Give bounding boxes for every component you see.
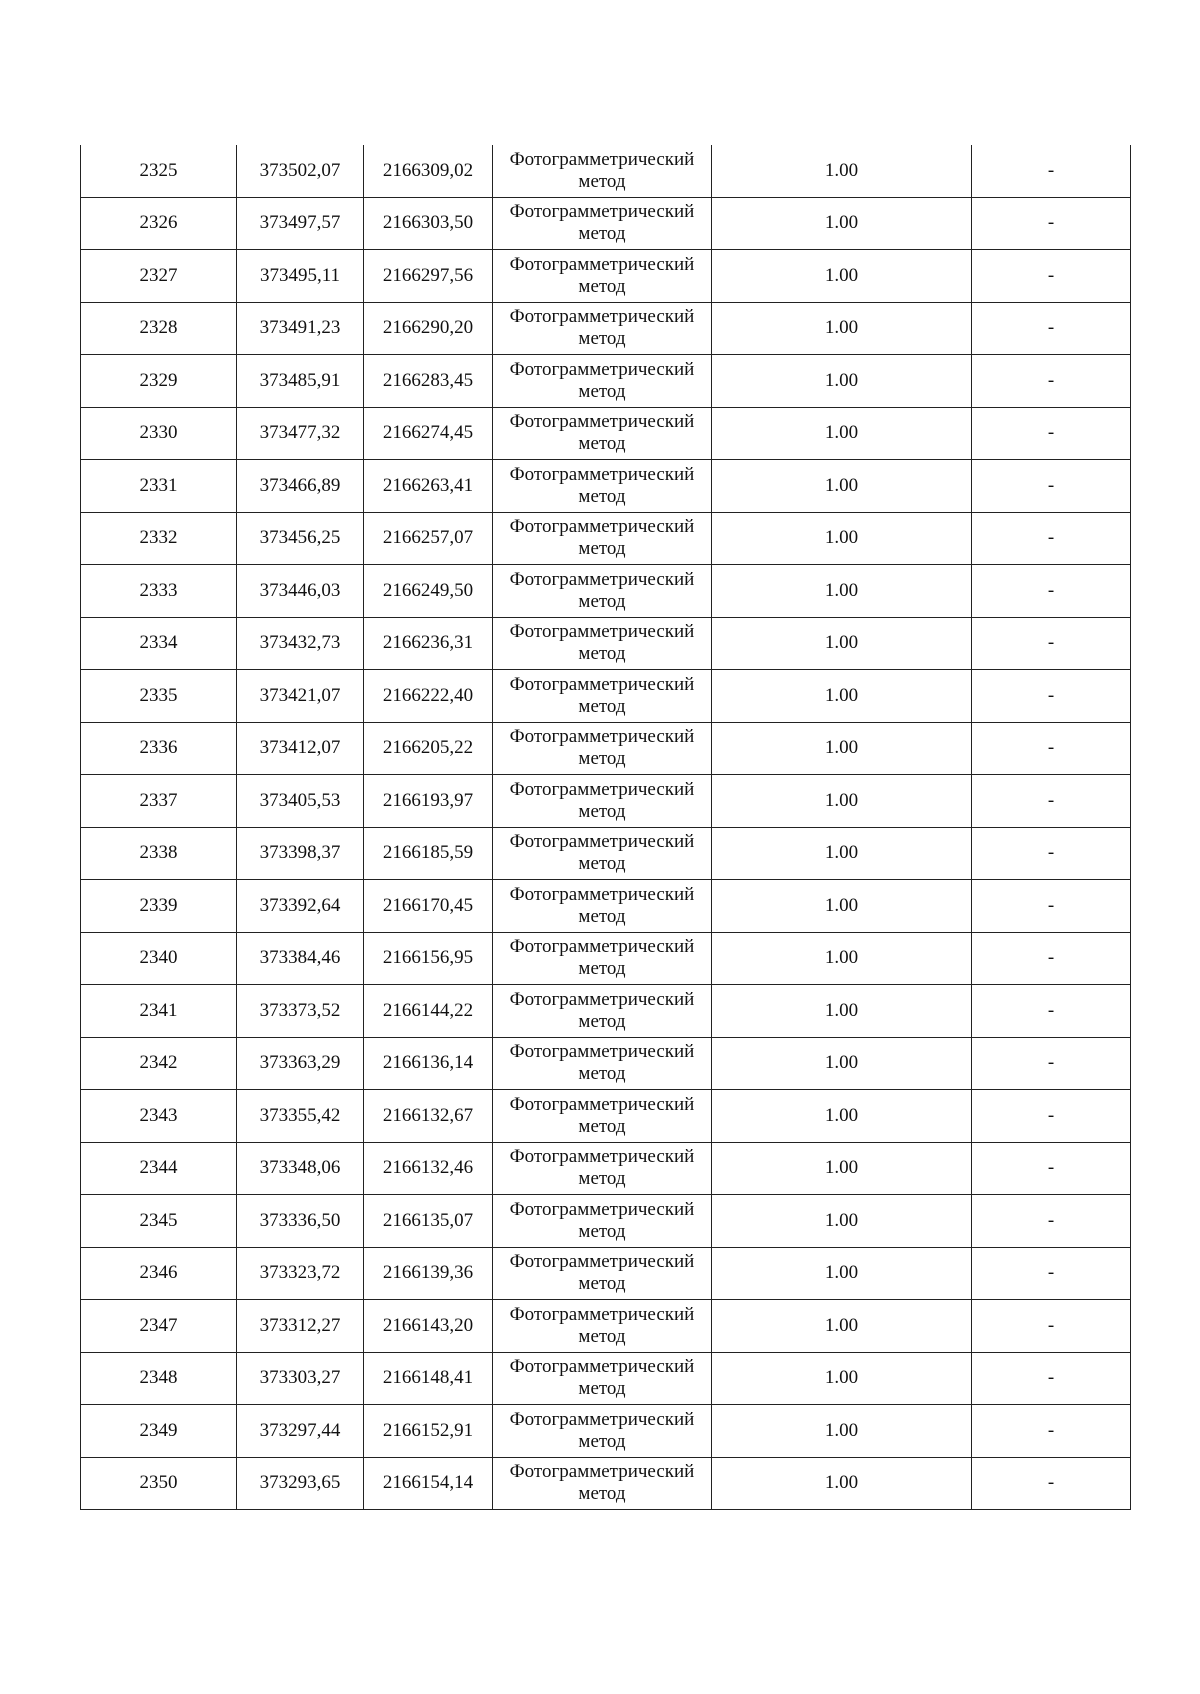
table-row xyxy=(81,1142,1131,1195)
note-cell: - xyxy=(972,722,1131,775)
method-line-2: метод xyxy=(578,1220,626,1242)
accuracy-cell: 1.00 xyxy=(712,355,972,408)
method-line-2: метод xyxy=(578,1273,626,1295)
table-row xyxy=(81,407,1131,460)
x-coordinate-cell: 373303,27 xyxy=(237,1352,364,1405)
method-line-2: метод xyxy=(578,380,626,402)
accuracy-cell: 1.00 xyxy=(712,775,972,828)
method-line-2: метод xyxy=(578,905,626,927)
table-row xyxy=(81,880,1131,933)
table-row xyxy=(81,775,1131,828)
x-coordinate-cell: 373491,23 xyxy=(237,302,364,355)
table-row xyxy=(81,722,1131,775)
point-number-cell: 2346 xyxy=(81,1247,237,1300)
point-number-cell: 2337 xyxy=(81,775,237,828)
x-coordinate-cell: 373297,44 xyxy=(237,1405,364,1458)
y-coordinate-cell: 2166144,22 xyxy=(364,985,493,1038)
y-coordinate-cell: 2166154,14 xyxy=(364,1457,493,1510)
table-row xyxy=(81,1090,1131,1143)
table-row xyxy=(81,827,1131,880)
accuracy-cell: 1.00 xyxy=(712,197,972,250)
note-cell: - xyxy=(972,775,1131,828)
accuracy-cell: 1.00 xyxy=(712,670,972,723)
point-number-cell: 2330 xyxy=(81,407,237,460)
method-cell xyxy=(493,250,712,303)
method-line-1: Фотограмметрический xyxy=(509,306,695,328)
y-coordinate-cell: 2166303,50 xyxy=(364,197,493,250)
y-coordinate-cell: 2166257,07 xyxy=(364,512,493,565)
y-coordinate-cell: 2166135,07 xyxy=(364,1195,493,1248)
point-number-cell: 2342 xyxy=(81,1037,237,1090)
x-coordinate-cell: 373485,91 xyxy=(237,355,364,408)
method-line-2: метод xyxy=(578,170,626,192)
accuracy-cell: 1.00 xyxy=(712,250,972,303)
method-cell xyxy=(493,827,712,880)
y-coordinate-cell: 2166236,31 xyxy=(364,617,493,670)
table-row xyxy=(81,1457,1131,1510)
point-number-cell: 2335 xyxy=(81,670,237,723)
accuracy-cell: 1.00 xyxy=(712,1247,972,1300)
method-cell xyxy=(493,355,712,408)
method-cell xyxy=(493,1300,712,1353)
method-line-2: метод xyxy=(578,223,626,245)
accuracy-cell: 1.00 xyxy=(712,407,972,460)
method-line-1: Фотограмметрический xyxy=(509,148,695,170)
method-line-1: Фотограмметрический xyxy=(509,568,695,590)
method-line-2: метод xyxy=(578,695,626,717)
point-number-cell: 2327 xyxy=(81,250,237,303)
note-cell: - xyxy=(972,565,1131,618)
y-coordinate-cell: 2166156,95 xyxy=(364,932,493,985)
method-cell xyxy=(493,1142,712,1195)
note-cell: - xyxy=(972,407,1131,460)
method-cell xyxy=(493,1037,712,1090)
note-cell: - xyxy=(972,880,1131,933)
note-cell: - xyxy=(972,1352,1131,1405)
note-cell: - xyxy=(972,617,1131,670)
method-line-2: метод xyxy=(578,1168,626,1190)
method-line-2: метод xyxy=(578,328,626,350)
table-row xyxy=(81,197,1131,250)
method-line-1: Фотограмметрический xyxy=(509,621,695,643)
method-line-2: метод xyxy=(578,485,626,507)
method-line-1: Фотограмметрический xyxy=(509,516,695,538)
x-coordinate-cell: 373363,29 xyxy=(237,1037,364,1090)
accuracy-cell: 1.00 xyxy=(712,1457,972,1510)
method-line-2: метод xyxy=(578,1430,626,1452)
point-number-cell: 2339 xyxy=(81,880,237,933)
method-line-1: Фотограмметрический xyxy=(509,1093,695,1115)
method-cell xyxy=(493,1090,712,1143)
note-cell: - xyxy=(972,355,1131,408)
method-cell xyxy=(493,565,712,618)
note-cell: - xyxy=(972,1037,1131,1090)
method-cell xyxy=(493,617,712,670)
method-line-1: Фотограмметрический xyxy=(509,673,695,695)
point-number-cell: 2340 xyxy=(81,932,237,985)
x-coordinate-cell: 373348,06 xyxy=(237,1142,364,1195)
note-cell: - xyxy=(972,670,1131,723)
accuracy-cell: 1.00 xyxy=(712,512,972,565)
table-row xyxy=(81,302,1131,355)
method-line-1: Фотограмметрический xyxy=(509,253,695,275)
table-row xyxy=(81,1037,1131,1090)
point-number-cell: 2333 xyxy=(81,565,237,618)
method-line-2: метод xyxy=(578,748,626,770)
table-row xyxy=(81,145,1131,197)
y-coordinate-cell: 2166170,45 xyxy=(364,880,493,933)
accuracy-cell: 1.00 xyxy=(712,302,972,355)
point-number-cell: 2336 xyxy=(81,722,237,775)
method-cell xyxy=(493,302,712,355)
note-cell: - xyxy=(972,985,1131,1038)
note-cell: - xyxy=(972,1457,1131,1510)
y-coordinate-cell: 2166297,56 xyxy=(364,250,493,303)
x-coordinate-cell: 373405,53 xyxy=(237,775,364,828)
method-line-1: Фотограмметрический xyxy=(509,936,695,958)
y-coordinate-cell: 2166249,50 xyxy=(364,565,493,618)
accuracy-cell: 1.00 xyxy=(712,932,972,985)
x-coordinate-cell: 373466,89 xyxy=(237,460,364,513)
x-coordinate-cell: 373421,07 xyxy=(237,670,364,723)
point-number-cell: 2332 xyxy=(81,512,237,565)
y-coordinate-cell: 2166185,59 xyxy=(364,827,493,880)
accuracy-cell: 1.00 xyxy=(712,565,972,618)
accuracy-cell: 1.00 xyxy=(712,827,972,880)
method-line-1: Фотограмметрический xyxy=(509,201,695,223)
accuracy-cell: 1.00 xyxy=(712,1090,972,1143)
method-line-1: Фотограмметрический xyxy=(509,1408,695,1430)
coordinates-table xyxy=(80,145,1131,1510)
note-cell: - xyxy=(972,512,1131,565)
method-cell xyxy=(493,1247,712,1300)
table-row xyxy=(81,1405,1131,1458)
note-cell: - xyxy=(972,460,1131,513)
method-cell xyxy=(493,775,712,828)
y-coordinate-cell: 2166309,02 xyxy=(364,145,493,197)
method-cell xyxy=(493,985,712,1038)
y-coordinate-cell: 2166263,41 xyxy=(364,460,493,513)
x-coordinate-cell: 373355,42 xyxy=(237,1090,364,1143)
point-number-cell: 2344 xyxy=(81,1142,237,1195)
method-cell xyxy=(493,197,712,250)
accuracy-cell: 1.00 xyxy=(712,145,972,197)
method-line-2: метод xyxy=(578,590,626,612)
method-line-2: метод xyxy=(578,1010,626,1032)
method-line-2: метод xyxy=(578,1063,626,1085)
point-number-cell: 2343 xyxy=(81,1090,237,1143)
x-coordinate-cell: 373336,50 xyxy=(237,1195,364,1248)
table-row xyxy=(81,617,1131,670)
table-row xyxy=(81,512,1131,565)
x-coordinate-cell: 373323,72 xyxy=(237,1247,364,1300)
table-row xyxy=(81,1300,1131,1353)
table-row xyxy=(81,670,1131,723)
accuracy-cell: 1.00 xyxy=(712,460,972,513)
method-cell xyxy=(493,880,712,933)
accuracy-cell: 1.00 xyxy=(712,880,972,933)
table-row xyxy=(81,1195,1131,1248)
method-line-1: Фотограмметрический xyxy=(509,1303,695,1325)
accuracy-cell: 1.00 xyxy=(712,1300,972,1353)
method-line-2: метод xyxy=(578,275,626,297)
note-cell: - xyxy=(972,1090,1131,1143)
coordinates-table-body xyxy=(81,145,1131,1510)
method-cell xyxy=(493,670,712,723)
method-line-2: метод xyxy=(578,643,626,665)
accuracy-cell: 1.00 xyxy=(712,1142,972,1195)
note-cell: - xyxy=(972,827,1131,880)
y-coordinate-cell: 2166132,67 xyxy=(364,1090,493,1143)
x-coordinate-cell: 373497,57 xyxy=(237,197,364,250)
x-coordinate-cell: 373456,25 xyxy=(237,512,364,565)
y-coordinate-cell: 2166205,22 xyxy=(364,722,493,775)
y-coordinate-cell: 2166132,46 xyxy=(364,1142,493,1195)
method-line-2: метод xyxy=(578,1325,626,1347)
method-line-2: метод xyxy=(578,1483,626,1505)
x-coordinate-cell: 373446,03 xyxy=(237,565,364,618)
y-coordinate-cell: 2166274,45 xyxy=(364,407,493,460)
point-number-cell: 2341 xyxy=(81,985,237,1038)
method-cell xyxy=(493,722,712,775)
point-number-cell: 2329 xyxy=(81,355,237,408)
y-coordinate-cell: 2166222,40 xyxy=(364,670,493,723)
note-cell: - xyxy=(972,1142,1131,1195)
method-line-2: метод xyxy=(578,853,626,875)
table-row xyxy=(81,985,1131,1038)
accuracy-cell: 1.00 xyxy=(712,1037,972,1090)
note-cell: - xyxy=(972,1247,1131,1300)
note-cell: - xyxy=(972,1195,1131,1248)
point-number-cell: 2338 xyxy=(81,827,237,880)
x-coordinate-cell: 373312,27 xyxy=(237,1300,364,1353)
table-row xyxy=(81,1247,1131,1300)
note-cell: - xyxy=(972,145,1131,197)
method-cell xyxy=(493,460,712,513)
x-coordinate-cell: 373373,52 xyxy=(237,985,364,1038)
method-cell xyxy=(493,145,712,197)
note-cell: - xyxy=(972,1300,1131,1353)
method-line-1: Фотограмметрический xyxy=(509,1041,695,1063)
x-coordinate-cell: 373293,65 xyxy=(237,1457,364,1510)
point-number-cell: 2350 xyxy=(81,1457,237,1510)
method-line-1: Фотограмметрический xyxy=(509,988,695,1010)
accuracy-cell: 1.00 xyxy=(712,617,972,670)
point-number-cell: 2349 xyxy=(81,1405,237,1458)
method-line-1: Фотограмметрический xyxy=(509,1251,695,1273)
method-line-2: метод xyxy=(578,433,626,455)
note-cell: - xyxy=(972,250,1131,303)
method-cell xyxy=(493,1352,712,1405)
method-line-2: метод xyxy=(578,1115,626,1137)
accuracy-cell: 1.00 xyxy=(712,1352,972,1405)
x-coordinate-cell: 373398,37 xyxy=(237,827,364,880)
table-row xyxy=(81,1352,1131,1405)
point-number-cell: 2328 xyxy=(81,302,237,355)
point-number-cell: 2325 xyxy=(81,145,237,197)
x-coordinate-cell: 373392,64 xyxy=(237,880,364,933)
accuracy-cell: 1.00 xyxy=(712,985,972,1038)
method-cell xyxy=(493,1457,712,1510)
table-row xyxy=(81,250,1131,303)
method-line-1: Фотограмметрический xyxy=(509,778,695,800)
method-line-1: Фотограмметрический xyxy=(509,463,695,485)
accuracy-cell: 1.00 xyxy=(712,1195,972,1248)
method-line-1: Фотограмметрический xyxy=(509,1198,695,1220)
accuracy-cell: 1.00 xyxy=(712,722,972,775)
x-coordinate-cell: 373495,11 xyxy=(237,250,364,303)
x-coordinate-cell: 373432,73 xyxy=(237,617,364,670)
y-coordinate-cell: 2166136,14 xyxy=(364,1037,493,1090)
method-line-2: метод xyxy=(578,538,626,560)
table-row xyxy=(81,460,1131,513)
y-coordinate-cell: 2166139,36 xyxy=(364,1247,493,1300)
y-coordinate-cell: 2166193,97 xyxy=(364,775,493,828)
method-line-1: Фотограмметрический xyxy=(509,1461,695,1483)
x-coordinate-cell: 373477,32 xyxy=(237,407,364,460)
method-line-2: метод xyxy=(578,1378,626,1400)
point-number-cell: 2348 xyxy=(81,1352,237,1405)
table-row xyxy=(81,565,1131,618)
method-line-2: метод xyxy=(578,800,626,822)
x-coordinate-cell: 373502,07 xyxy=(237,145,364,197)
point-number-cell: 2345 xyxy=(81,1195,237,1248)
method-line-1: Фотограмметрический xyxy=(509,831,695,853)
x-coordinate-cell: 373384,46 xyxy=(237,932,364,985)
table-row xyxy=(81,355,1131,408)
method-cell xyxy=(493,1405,712,1458)
method-cell xyxy=(493,407,712,460)
method-line-2: метод xyxy=(578,958,626,980)
method-cell xyxy=(493,512,712,565)
note-cell: - xyxy=(972,932,1131,985)
note-cell: - xyxy=(972,197,1131,250)
y-coordinate-cell: 2166148,41 xyxy=(364,1352,493,1405)
method-line-1: Фотограмметрический xyxy=(509,883,695,905)
point-number-cell: 2347 xyxy=(81,1300,237,1353)
accuracy-cell: 1.00 xyxy=(712,1405,972,1458)
x-coordinate-cell: 373412,07 xyxy=(237,722,364,775)
method-line-1: Фотограмметрический xyxy=(509,358,695,380)
table-row xyxy=(81,932,1131,985)
note-cell: - xyxy=(972,302,1131,355)
method-cell xyxy=(493,1195,712,1248)
method-line-1: Фотограмметрический xyxy=(509,726,695,748)
point-number-cell: 2334 xyxy=(81,617,237,670)
point-number-cell: 2331 xyxy=(81,460,237,513)
method-line-1: Фотограмметрический xyxy=(509,1146,695,1168)
point-number-cell: 2326 xyxy=(81,197,237,250)
method-cell xyxy=(493,932,712,985)
y-coordinate-cell: 2166143,20 xyxy=(364,1300,493,1353)
y-coordinate-cell: 2166290,20 xyxy=(364,302,493,355)
method-line-1: Фотограмметрический xyxy=(509,1356,695,1378)
y-coordinate-cell: 2166283,45 xyxy=(364,355,493,408)
y-coordinate-cell: 2166152,91 xyxy=(364,1405,493,1458)
method-line-1: Фотограмметрический xyxy=(509,411,695,433)
note-cell: - xyxy=(972,1405,1131,1458)
